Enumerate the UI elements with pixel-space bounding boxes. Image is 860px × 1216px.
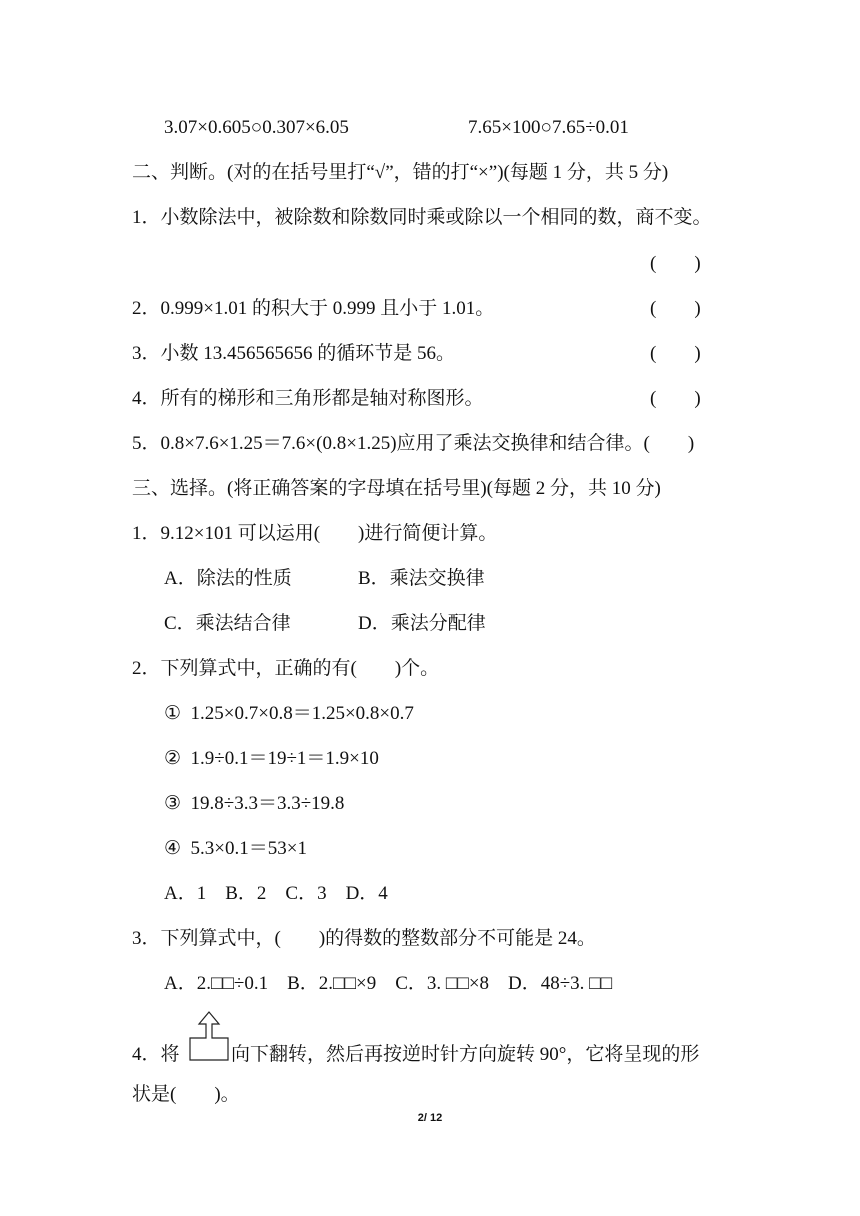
choice-q2-expr-2: ② 1.9÷0.1＝19÷1＝1.9×10: [164, 748, 379, 769]
choice-q3-stem: 3．下列算式中，( )的得数的整数部分不可能是 24。: [132, 928, 596, 949]
choice-q1-option-b[interactable]: B．乘法交换律: [358, 568, 485, 589]
choice-q1-option-c[interactable]: C．乘法结合律: [164, 613, 291, 634]
judge-item-4: 4．所有的梯形和三角形都是轴对称图形。: [132, 388, 484, 409]
choice-q2-expr-1: ① 1.25×0.7×0.8＝1.25×0.8×0.7: [164, 703, 414, 724]
answer-paren-1[interactable]: ( ): [650, 253, 701, 274]
section2-heading: 二、判断。(对的在括号里打“√”，错的打“×”)(每题 1 分，共 5 分): [132, 162, 669, 183]
choice-q1-option-d[interactable]: D．乘法分配律: [358, 613, 486, 634]
judge-item-2: 2．0.999×1.01 的积大于 0.999 且小于 1.01。: [132, 298, 495, 319]
choice-q4-line2: 状是( )。: [132, 1084, 240, 1105]
judge-item-3: 3．小数 13.456565656 的循环节是 56。: [132, 343, 456, 364]
section3-heading: 三、选择。(将正确答案的字母填在括号里)(每题 2 分，共 10 分): [132, 478, 661, 499]
choice-q2-expr-3: ③ 19.8÷3.3＝3.3÷19.8: [164, 793, 345, 814]
answer-paren-4[interactable]: ( ): [650, 388, 701, 409]
answer-paren-3[interactable]: ( ): [650, 343, 701, 364]
page-number: 2/ 12: [417, 1112, 443, 1124]
arrow-shape-figure: [186, 1010, 230, 1062]
compare-left: 3.07×0.605○0.307×6.05: [164, 117, 349, 138]
judge-item-5: 5．0.8×7.6×1.25＝7.6×(0.8×1.25)应用了乘法交换律和结合律。( ): [132, 433, 695, 454]
choice-q4-suffix: 向下翻转，然后再按逆时针方向旋转 90°，它将呈现的形: [231, 1044, 700, 1065]
compare-right: 7.65×100○7.65÷0.01: [468, 117, 629, 138]
choice-q1-stem: 1．9.12×101 可以运用( )进行简便计算。: [132, 523, 498, 544]
answer-paren-2[interactable]: ( ): [650, 298, 701, 319]
choice-q2-options[interactable]: A．1 B．2 C．3 D．4: [164, 883, 388, 904]
choice-q3-options[interactable]: A．2.□□÷0.1 B．2.□□×9 C．3. □□×8 D．48÷3. □□: [164, 973, 613, 994]
choice-q2-stem: 2．下列算式中，正确的有( )个。: [132, 658, 440, 679]
choice-q1-option-a[interactable]: A．除法的性质: [164, 568, 292, 589]
choice-q2-expr-4: ④ 5.3×0.1＝53×1: [164, 838, 307, 859]
choice-q4-prefix: 4．将: [132, 1044, 180, 1065]
judge-item-1: 1．小数除法中，被除数和除数同时乘或除以一个相同的数，商不变。: [132, 207, 712, 228]
